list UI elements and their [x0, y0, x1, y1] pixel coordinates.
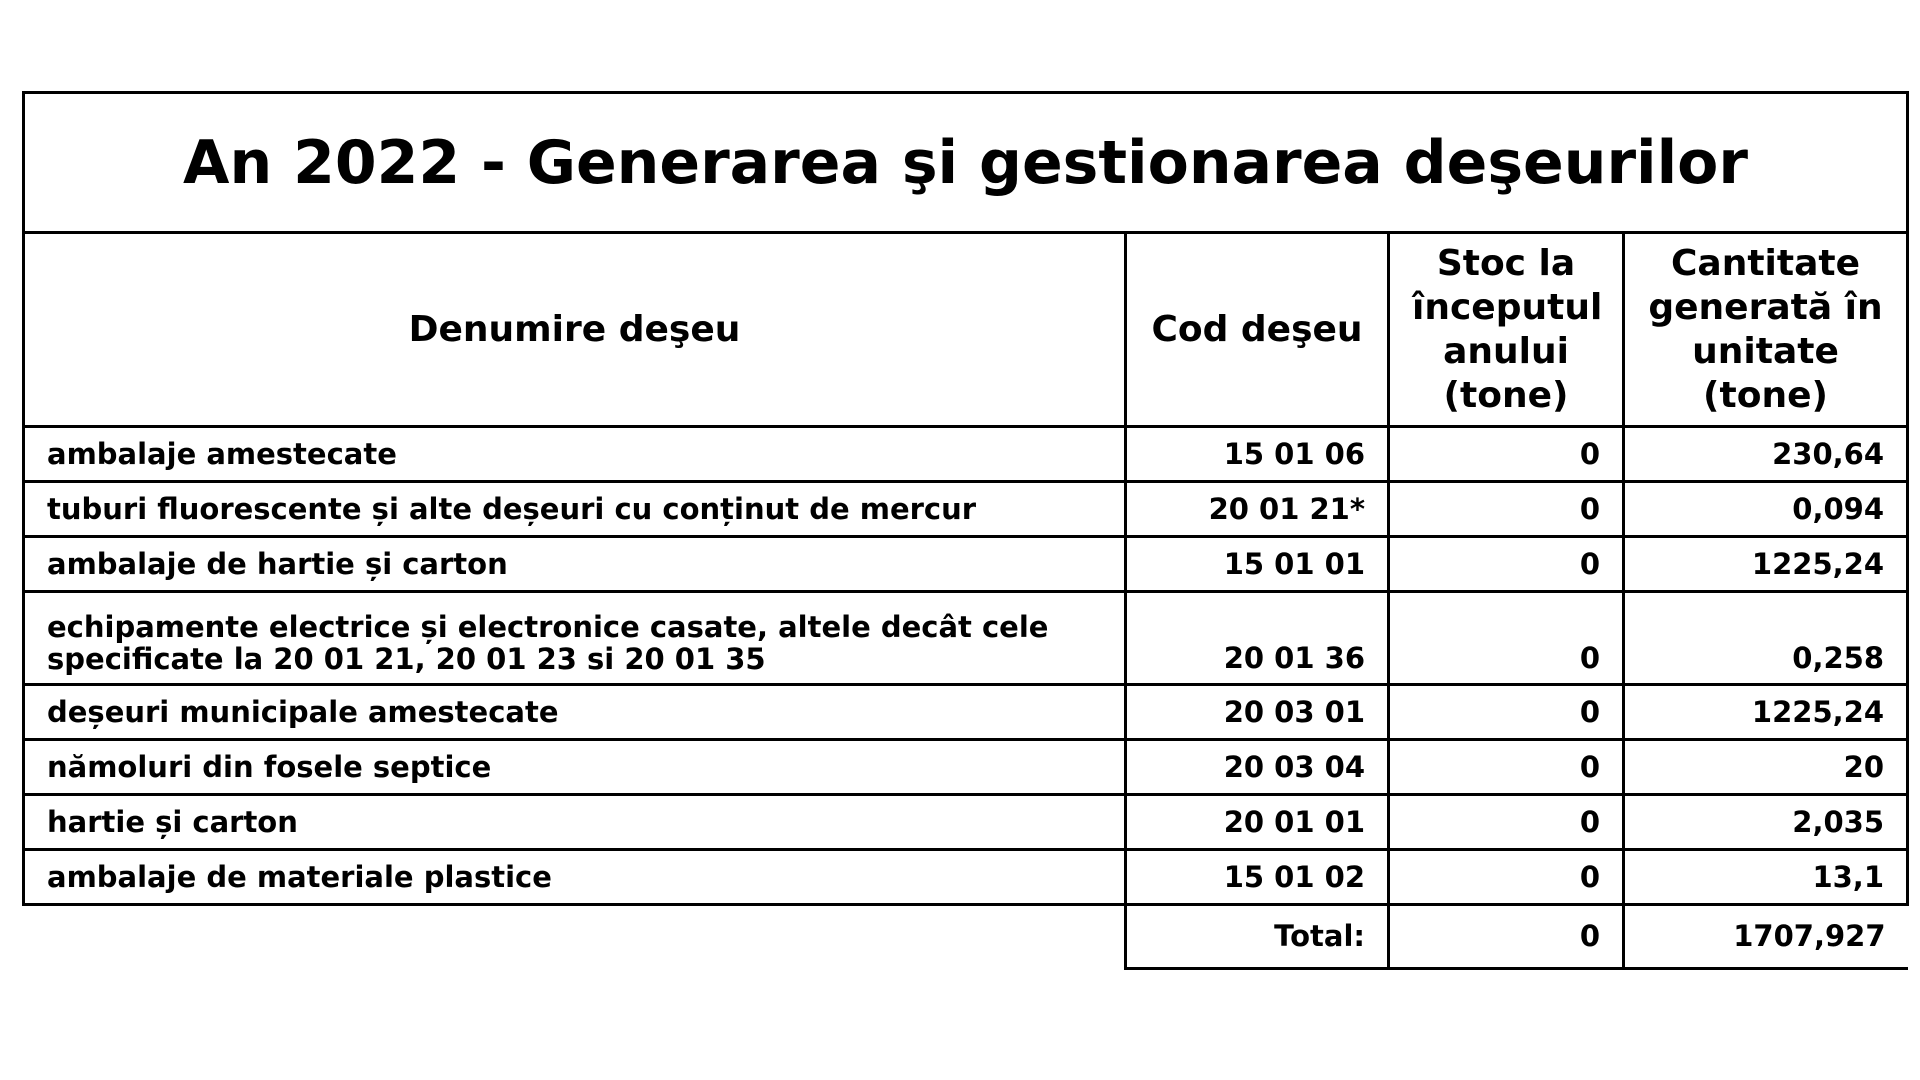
total-stock: 0: [1389, 906, 1624, 968]
header-code: Cod deşeu: [1126, 233, 1389, 427]
table-row: [24, 427, 1908, 482]
cell-name: tuburi fluorescente și alte deșeuri cu conținut de mercur: [24, 482, 1126, 537]
total-label: Total:: [1126, 906, 1389, 968]
table-row: [24, 592, 1908, 685]
cell-stock: 0: [1389, 427, 1624, 482]
cell-name: deșeuri municipale amestecate: [24, 685, 1126, 740]
cell-name: ambalaje amestecate: [24, 427, 1126, 482]
table-title: An 2022 - Generarea şi gestionarea deşeurilor: [24, 93, 1908, 233]
waste-report-sheet: [22, 91, 1906, 970]
header-name: Denumire deşeu: [24, 233, 1126, 427]
cell-code: 20 01 01: [1126, 795, 1389, 850]
cell-code: 20 01 21*: [1126, 482, 1389, 537]
cell-code: 20 03 01: [1126, 685, 1389, 740]
waste-table: [22, 91, 1909, 906]
cell-generated: 1225,24: [1624, 537, 1908, 592]
cell-generated: 20: [1624, 740, 1908, 795]
cell-stock: 0: [1389, 685, 1624, 740]
cell-generated: 0,258: [1624, 592, 1908, 685]
table-row: [24, 850, 1908, 905]
cell-code: 15 01 01: [1126, 537, 1389, 592]
cell-code: 15 01 02: [1126, 850, 1389, 905]
cell-stock: 0: [1389, 795, 1624, 850]
cell-stock: 0: [1389, 482, 1624, 537]
cell-name: ambalaje de materiale plastice: [24, 850, 1126, 905]
cell-generated: 230,64: [1624, 427, 1908, 482]
cell-name: echipamente electrice și electronice casate, altele decât cele specificate la 20 01 21, 20 01 23 si 20 01 35: [24, 592, 1126, 685]
cell-name: ambalaje de hartie și carton: [24, 537, 1126, 592]
table-row: [24, 482, 1908, 537]
cell-stock: 0: [1389, 537, 1624, 592]
cell-code: 20 03 04: [1126, 740, 1389, 795]
total-generated: 1707,927: [1624, 906, 1908, 968]
table-row: [24, 795, 1908, 850]
cell-stock: 0: [1389, 592, 1624, 685]
cell-name: nămoluri din fosele septice: [24, 740, 1126, 795]
header-row: [24, 233, 1908, 427]
table-row: [24, 740, 1908, 795]
header-generated: Cantitate generată în unitate (tone): [1624, 233, 1908, 427]
cell-generated: 13,1: [1624, 850, 1908, 905]
cell-stock: 0: [1389, 850, 1624, 905]
header-stock: Stoc la începutul anului (tone): [1389, 233, 1624, 427]
cell-code: 20 01 36: [1126, 592, 1389, 685]
cell-stock: 0: [1389, 740, 1624, 795]
total-row: [1124, 906, 1908, 970]
cell-generated: 1225,24: [1624, 685, 1908, 740]
table-row: [24, 685, 1908, 740]
cell-generated: 2,035: [1624, 795, 1908, 850]
table-row: [24, 537, 1908, 592]
cell-code: 15 01 06: [1126, 427, 1389, 482]
cell-generated: 0,094: [1624, 482, 1908, 537]
cell-name: hartie și carton: [24, 795, 1126, 850]
